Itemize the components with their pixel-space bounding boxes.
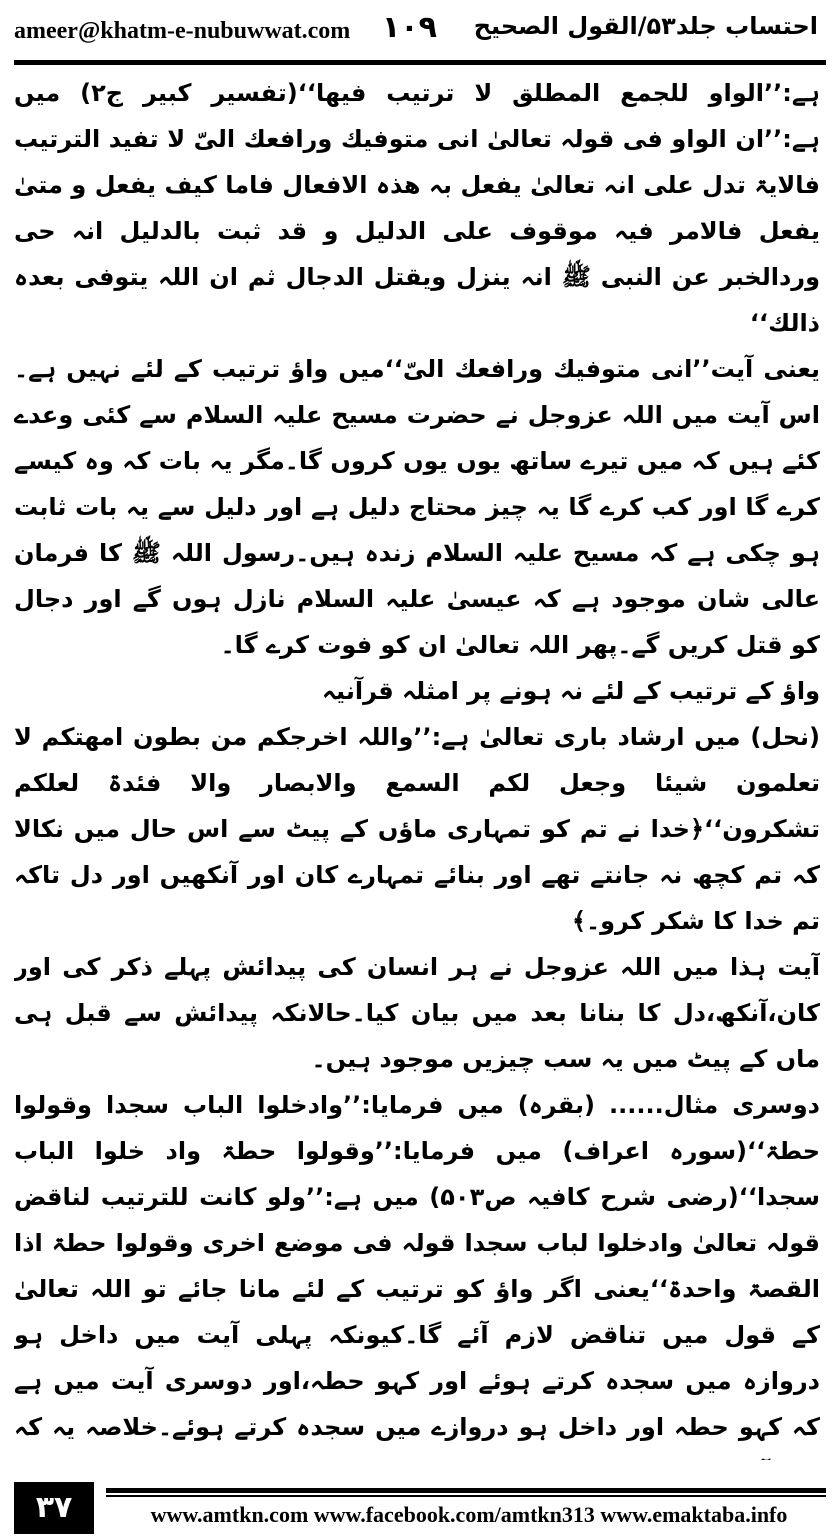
paragraph-nahl-example: (نحل) میں ارشاد باری تعالیٰ ہے:’’واللہ اخرجکم من بطون امھتکم لا تعلمون شیئا وجعل لکم السمع والابصار والا فئدۃ لعلکم تشکرون‘‘﴿خدا نے تم کو تمہاری ماؤں کے پیٹ سے اس حال میں نکالا کہ تم کچھ نہ جانتے تھے اور بنائے تمہارے کان اور آنکھیں اور دل تاکہ تم خدا کا شکر کرو۔﴾ [14, 723, 820, 935]
header-book-title: احتساب جلد۵۳/القول الصحیح [473, 12, 818, 40]
footer-divider-thin [106, 1495, 826, 1497]
section-heading: واؤ کے ترتیب کے لئے نہ ہونے پر امثلہ قرآنیہ [321, 677, 820, 705]
footer-page-number: ۳۷ [14, 1482, 94, 1534]
header-email: ameer@khatm-e-nubuwwat.com [14, 18, 351, 44]
paragraph-nahl-explanation: آیت ہذا میں اللہ عزوجل نے ہر انسان کی پیدائش پہلے ذکر کی اور کان،آنکھ،دل کا بنانا بعد میں بیان کیا۔حالانکہ پیدائش سے قبل ہی ماں کے پیٹ میں یہ سب چیزیں موجود ہیں۔ [14, 953, 820, 1073]
paragraph-tafsir-quote: ہے:’’الواو للجمع المطلق لا ترتیب فیھا‘‘(تفسیر کبیر ج۲) میں ہے:’’ان الواو فی قولہ تعالیٰ انی متوفیك ورافعك الیّ لا تفید الترتیب فالایۃ تدل علی انہ تعالیٰ یفعل بہ ھذہ الافعال فاما کیف یفعل و متیٰ یفعل فالامر فیہ موقوف علی الدلیل و قد ثبت بالدلیل انہ حی وردالخبر عن النبی ﷺ انہ ینزل ویقتل الدجال ثم ان اللہ یتوفی بعدہ ذالك‘‘ [14, 79, 820, 337]
header-page-number: ١٠٩ [382, 10, 437, 45]
footer-links: www.amtkn.com www.facebook.com/amtkn313 www.emaktaba.info [150, 1502, 788, 1527]
paragraph-explanation: یعنی آیت’’انی متوفیك ورافعك الیّ‘‘میں واؤ ترتیب کے لئے نہیں ہے۔اس آیت میں اللہ عزوجل نے حضرت مسیح علیہ السلام سے کئی وعدے کئے ہیں کہ میں تیرے ساتھ یوں یوں کروں گا۔مگر یہ بات کہ وہ کیسے کرے گا اور کب کرے گا یہ چیز محتاج دلیل ہے اور دلیل سے یہ بات ثابت ہو چکی ہے کہ مسیح علیہ السلام زندہ ہیں۔رسول اللہ ﷺ کا فرمان عالی شان موجود ہے کہ عیسیٰ علیہ السلام نازل ہوں گے اور دجال کو قتل کریں گے۔پھر اللہ تعالیٰ ان کو فوت کرے گا۔ [14, 355, 820, 659]
page-header [0, 0, 840, 62]
page-footer [14, 1482, 826, 1538]
header-divider [14, 60, 826, 65]
footer-divider [106, 1488, 826, 1493]
paragraph-second-example: دوسری مثال...... (بقرہ) میں فرمایا:’’وادخلوا الباب سجدا وقولوا حطۃ‘‘(سورہ اعراف) میں فرمایا:’’وقولوا حطۃ واد خلوا الباب سجدا‘‘(رضی شرح کافیہ ص۵۰۳) میں ہے:’’ولو کانت للترتیب لناقض قولہ تعالیٰ وادخلوا لباب سجدا قولہ فی موضع اخری وقولوا حطۃ اذا القصۃ واحدۃ‘‘یعنی اگر واؤ کو ترتیب کے لئے مانا جائے تو اللہ تعالیٰ کے قول میں تناقض لازم آئے گا۔کیونکہ پہلی آیت میں داخل ہو دروازہ میں سجدہ کرتے ہوئے اور کہو حطہ،اور دوسری آیت میں ہے کہ کہو حطہ اور داخل ہو دروازے میں سجدہ کرتے ہوئے۔خلاصہ یہ کہ [14, 1091, 820, 1441]
page-body [14, 70, 820, 1460]
